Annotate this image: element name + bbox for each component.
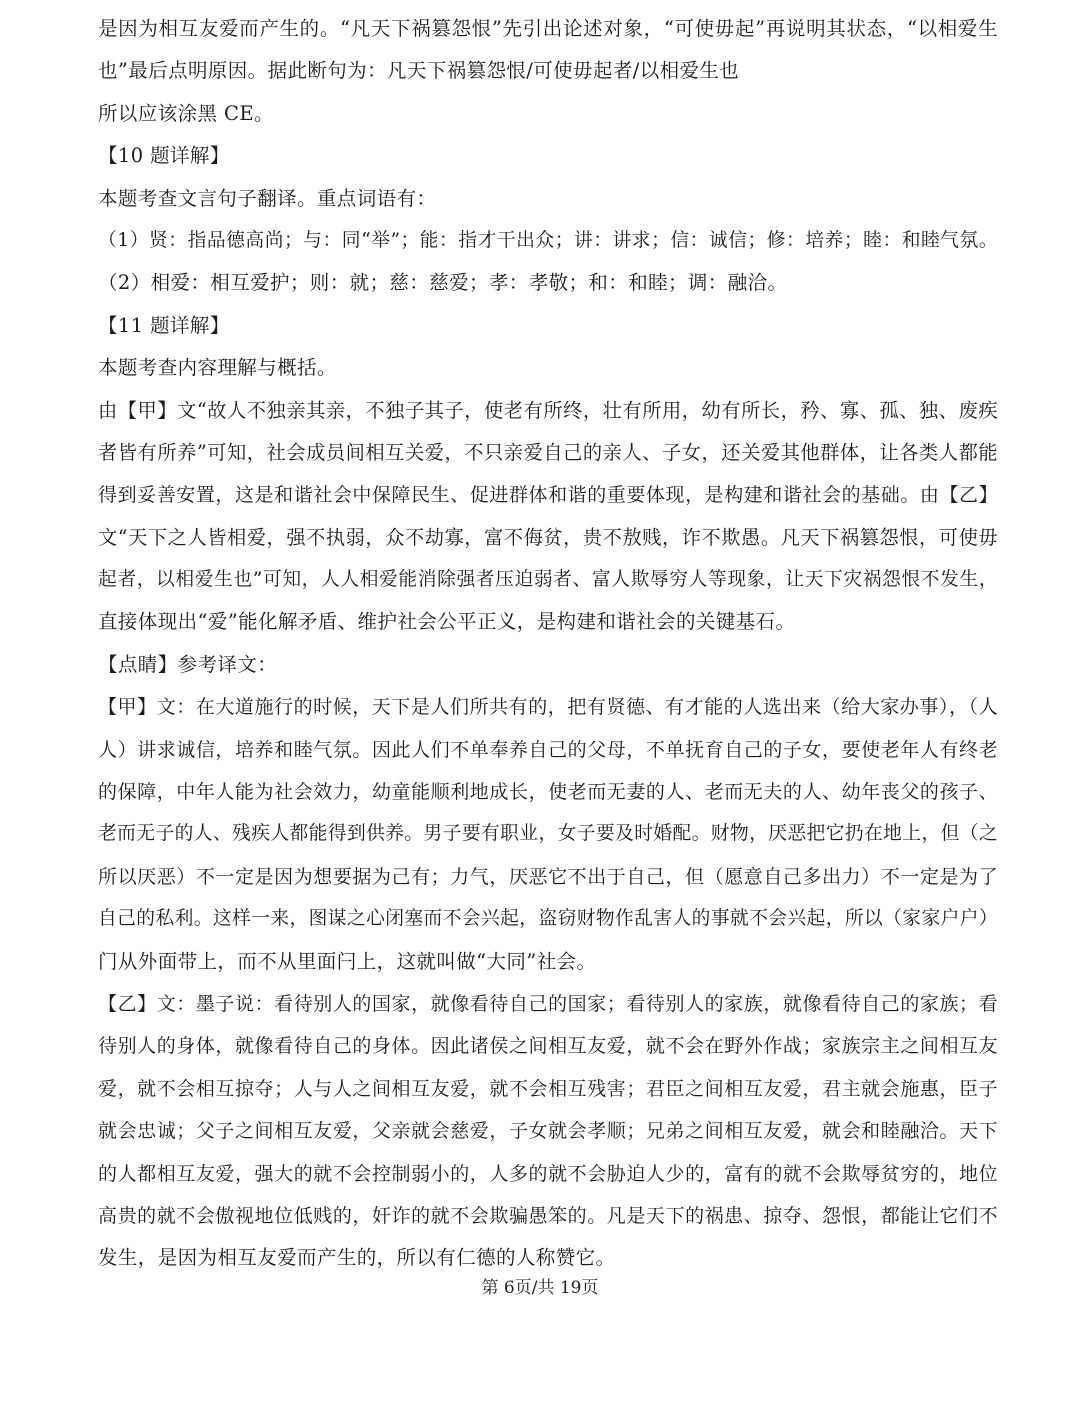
text-line: 所以应该涂黑 CE。 (98, 101, 274, 125)
text-line: 的保障，中年人能为社会效力，幼童能顺利地成长，使老而无妻的人、老而无夫的人、幼年丧父的孩子、 (98, 781, 998, 804)
text-line: 文“天下之人皆相爱，强不执弱，众不劫寡，富不侮贫，贵不敖贱，诈不欺愚。凡天下祸篡怨恨，可使毋 (98, 525, 998, 549)
text-line: 自己的私利。这样一来，图谋之心闭塞而不会兴起，盗窃财物作乱害人的事就不会兴起，所以（家家户户） (98, 908, 998, 930)
text-line: 【甲】文：在大道施行的时候，天下是人们所共有的，把有贤德、有才能的人选出来（给大家办事），（人 (98, 696, 998, 719)
text-line: 由【甲】文“故人不独亲其亲，不独子其子，使老有所终，壮有所用，幼有所长，矜、寡、孤、独、废疾 (98, 398, 998, 422)
text-line: 【11 题详解】 (98, 313, 230, 337)
text-line: 爱，就不会相互掠夺；人与人之间相互友爱，就不会相互残害；君臣之间相互友爱，君主就会施惠，臣子 (98, 1077, 998, 1100)
text-line: 就会忠诚；父子之间相互友爱，父亲就会慈爱，子女就会孝顺；兄弟之间相互友爱，就会和睦融洽。天下 (98, 1120, 998, 1143)
text-line: 【10 题详解】 (98, 144, 230, 168)
text-line: 人）讲求诚信，培养和睦气氛。因此人们不单奉养自己的父母，不单抚育自己的子女，要使老年人有终老 (98, 738, 998, 761)
text-line: 待别人的身体，就像看待自己的身体。因此诸侯之间相互友爱，就不会在野外作战；家族宗主之间相互友 (98, 1035, 998, 1058)
text-line: （2）相爱：相互爱护；则：就；慈：慈爱；孝：孝敬；和：和睦；调：融洽。 (98, 271, 788, 295)
text-line: 直接体现出“爱”能化解矛盾、维护社会公平正义，是构建和谐社会的关键基石。 (98, 610, 796, 634)
text-line: 者皆有所养”可知，社会成员间相互关爱，不只亲爱自己的亲人、子女，还关爱其他群体，让各类人都能 (98, 440, 998, 464)
text-line: 也”最后点明原因。据此断句为：凡天下祸篡怨恨/可使毋起者/以相爱生也 (98, 59, 740, 83)
document-body (98, 8, 998, 1280)
page-footer: 第 6页/共 19页 (481, 1278, 599, 1298)
text-line: 所以厌恶）不一定是因为想要据为己有；力气，厌恶它不出于自己，但（愿意自己多出力）不一定是为了 (98, 865, 998, 888)
text-line: 本题考查内容理解与概括。 (98, 356, 337, 380)
text-line: 发生，是因为相互友爱而产生的，所以有仁德的人称赞它。 (98, 1246, 616, 1270)
text-line: 高贵的就不会傲视地位低贱的，奸诈的就不会欺骗愚笨的。凡是天下的祸患、掠夺、怨恨，都能让它们不 (98, 1204, 998, 1227)
text-line: 起者，以相爱生也”可知，人人相爱能消除强者压迫弱者、富人欺辱穷人等现象，让天下灾祸怨恨不发生， (98, 569, 998, 591)
text-line: 老而无子的人、残疾人都能得到供养。男子要有职业，女子要及时婚配。财物，厌恶把它扔在地上，但（之 (98, 823, 998, 845)
text-line: 的人都相互友爱，强大的就不会控制弱小的，人多的就不会胁迫人少的，富有的就不会欺辱贫穷的，地位 (98, 1162, 998, 1185)
text-line: 得到妥善安置，这是和谐社会中保障民生、促进群体和谐的重要体现，是构建和谐社会的基础。由【乙】 (98, 484, 998, 507)
text-line: 本题考查文言句子翻译。重点词语有： (98, 186, 437, 210)
text-line: 门从外面带上，而不从里面闩上，这就叫做“大同”社会。 (98, 949, 597, 973)
text-line: （1）贤：指品德高尚；与：同“举”；能：指才干出众；讲：讲求；信：诚信；修：培养；睦：和睦气氛。 (98, 229, 998, 251)
text-line: 【乙】文：墨子说：看待别人的国家，就像看待自己的国家；看待别人的家族，就像看待自己的家族；看 (98, 992, 998, 1015)
text-line: 是因为相互友爱而产生的。“凡天下祸篡怨恨”先引出论述对象，“可使毋起”再说明其状态，“以相爱生 (98, 17, 998, 40)
text-line: 【点睛】参考译文： (98, 652, 278, 676)
